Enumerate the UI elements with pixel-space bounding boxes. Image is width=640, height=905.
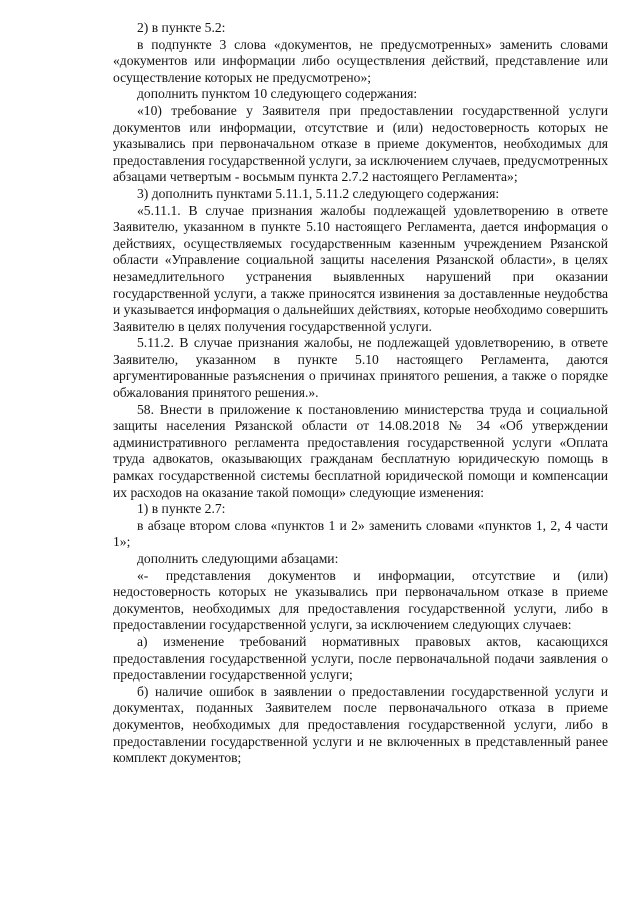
paragraph-documents-requirement: «- представления документов и информации, отсутствие и (или) недостоверность которых не указывались при первоначальном отказе в приеме документов, необходимых для предоставления государственной услуги, либо в предоставлении государственной услуги, за исключением следующих случаев: bbox=[113, 567, 608, 633]
paragraph-5-11-2: 5.11.2. В случае признания жалобы, не подлежащей удовлетворению, в ответе Заявителю, указанном в пункте 5.10 настоящего Регламента, даются аргументированные разъяснения о причинах принятого решения, а также о порядке обжалования принятого решения.». bbox=[113, 335, 608, 401]
paragraph-add-indents: дополнить следующими абзацами: bbox=[137, 551, 339, 566]
paragraph-case-b: б) наличие ошибок в заявлении о предоставлении государственной услуги и документах, поданных Заявителем после первоначального отказа в приеме документов, необходимых для предоставления государственной услуги, либо в предоставлении государственной услуги и не включенных в представленный ранее комплект документов; bbox=[113, 683, 608, 766]
paragraph-point-10-text: «10) требование у Заявителя при предоставлении государственной услуги документов или информации, отсутствие и (или) недостоверность которых не указывались при первоначальном отказе в приеме документов, необходимых для предоставления государственной услуги, за исключением случаев, предусмотренных абзацами четвертым - восьмым пункта 2.7.2 настоящего Регламента»; bbox=[113, 102, 608, 185]
paragraph-clause-3: 3) дополнить пунктами 5.11.1, 5.11.2 следующего содержания: bbox=[137, 185, 500, 201]
paragraph-item-58: 58. Внести в приложение к постановлению министерства труда и социальной защиты населения Рязанской области от 14.08.2018 № 34 «Об утверждении административного регламента предоставления государственной услуги «Оплата труда адвокатов, оказывающих гражданам бесплатную юридическую помощь в рамках государственной системы бесплатной юридической помощи и компенсации их расходов на оказание такой помощи» следующие изменения: bbox=[113, 401, 608, 500]
paragraph-clause-2: 2) в пункте 5.2: bbox=[137, 20, 226, 35]
paragraph-case-a: а) изменение требований нормативных правовых актов, касающихся предоставления государственной услуги, после первоначальной подачи заявления о предоставлении государственной услуги; bbox=[113, 633, 608, 683]
paragraph-second-indent-replace: в абзаце втором слова «пунктов 1 и 2» заменить словами «пунктов 1, 2, 4 части 1»; bbox=[113, 517, 608, 550]
paragraph-5-11-1: «5.11.1. В случае признания жалобы подлежащей удовлетворению в ответе Заявителю, указанном в пункте 5.10 настоящего Регламента, дается информация о действиях, осуществляемых государственным казенным учреждением Рязанской области «Управление социальной защиты населения Рязанской области», в целях незамедлительного устранения выявленных нарушений при оказании государственной услуги, а также приносятся извинения за доставленные неудобства и указывается информация о дальнейших действиях, которые необходимо совершить Заявителю в целях получения государственной услуги. bbox=[113, 202, 609, 334]
paragraph-clause-2-7: 1) в пункте 2.7: bbox=[137, 501, 226, 517]
paragraph-subclause-3-replace: в подпункте 3 слова «документов, не предусмотренных» заменить словами «документов или информации либо осуществления действий, представление или осуществление которых не предусмотрено»; bbox=[113, 36, 608, 85]
document-page bbox=[113, 20, 608, 767]
paragraph-add-point-10: дополнить пунктом 10 следующего содержания: bbox=[137, 86, 418, 102]
